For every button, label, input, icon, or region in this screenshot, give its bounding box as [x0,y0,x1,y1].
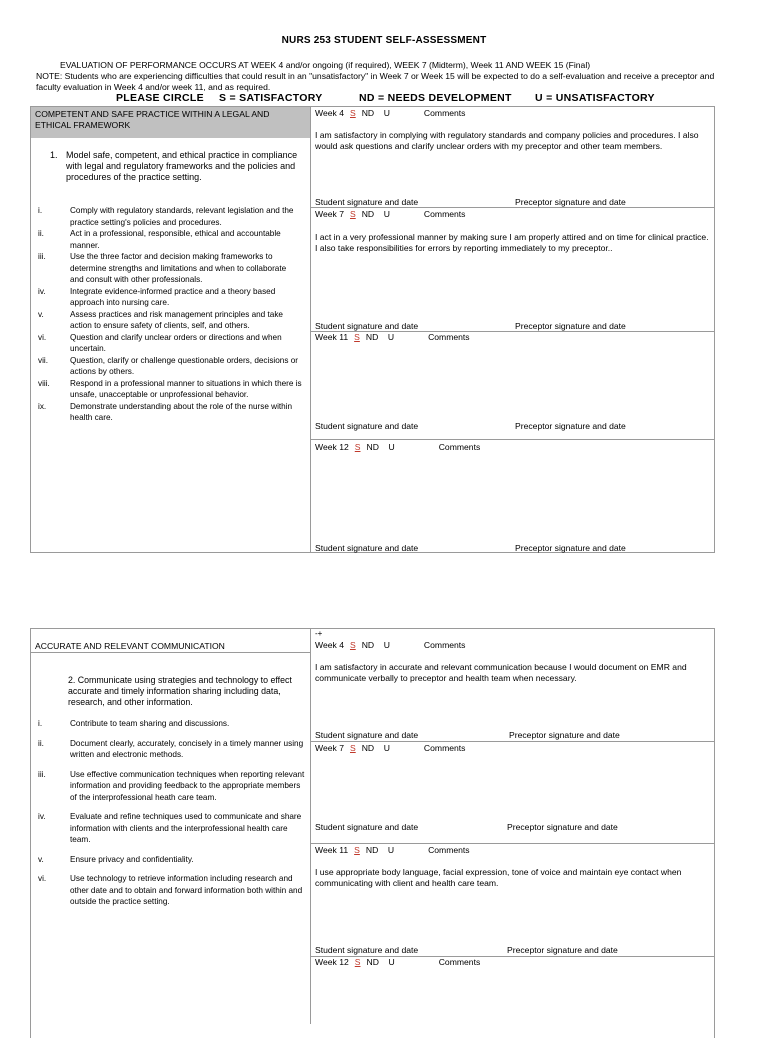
comments-label: Comments [423,108,466,118]
list-item: v. Assess practices and risk management principles and take action to ensure safety of clients, self, and others. [38,309,283,330]
rating-u[interactable]: U [388,442,395,452]
section2-week11-comment[interactable]: I use appropriate body language, facial expression, tone of voice and maintain eye contact when communicating with client and health care team. [315,867,682,888]
comments-label: Comments [438,957,481,967]
rating-s[interactable]: S [354,442,361,452]
student-signature-label: Student signature and date [315,197,419,207]
student-signature-label: Student signature and date [315,543,419,553]
evaluation-schedule: EVALUATION OF PERFORMANCE OCCURS AT WEEK 4 and/or ongoing (if required), WEEK 7 (Midterm), Week 11 AND WEEK 15 (Final) [60,60,591,70]
section1-week7-rating: Week 7 S ND U Comments [315,209,466,219]
rating-s[interactable]: S [349,209,356,219]
scale-satisfactory: S = SATISFACTORY [219,92,323,104]
list-item: i. Comply with regulatory standards, relevant legislation and the practice setting's policies and procedures. [38,206,294,227]
comments-label: Comments [423,743,466,753]
section1-competency-text: Model safe, competent, and ethical practice in compliance with legal and regulatory frameworks and the policies and procedures of the practice setting. [66,150,298,182]
comments-label: Comments [428,332,470,342]
list-item: ix. Demonstrate understanding about the role of the nurse within health care. [38,401,293,422]
preceptor-signature-label: Preceptor signature and date [515,421,626,431]
rating-u[interactable]: U [383,743,390,753]
preceptor-signature-label: Preceptor signature and date [507,822,618,832]
rating-s[interactable]: S [349,108,356,118]
section2-row-divider [310,741,715,742]
preceptor-signature-label: Preceptor signature and date [515,197,626,207]
section1-week7-comment[interactable]: I act in a very professional manner by making sure I am properly attired and on time for clinical practice. I also take responsibilities for errors by reporting immediately to my preceptor.. [315,232,709,253]
rating-u[interactable]: U [383,108,390,118]
rating-nd[interactable]: ND [365,332,379,342]
preceptor-signature-label: Preceptor signature and date [507,945,618,955]
list-item: ii. Act in a professional, responsible, ethical and accountable manner. [38,229,281,250]
preceptor-signature-label: Preceptor signature and date [515,321,626,331]
rating-u[interactable]: U [387,332,395,342]
section1-week4-rating: Week 4 S ND U Comments [315,108,466,118]
comments-label: Comments [423,209,466,219]
section2-divider [310,628,311,1024]
section1-week11-rating: Week 11 S ND U Comments [315,332,470,342]
list-item: vi. Use technology to retrieve information including research and other date and to obtain and forward information both within and outside the practice setting. [38,874,303,906]
rating-s[interactable]: S [354,845,360,855]
section2-item-list [38,718,306,908]
list-item: ii. Document clearly, accurately, concisely in a timely manner using written and electronic methods. [38,738,304,759]
student-signature-label: Student signature and date [315,421,419,431]
list-item: iv. Evaluate and refine techniques used to communicate and share information with clients and the interprofessional health care team. [38,812,302,844]
student-signature-label: Student signature and date [315,822,419,832]
rating-u[interactable]: U [388,957,395,967]
section2-week11-rating: Week 11 S ND U Comments [315,845,470,855]
section1-week4-comment[interactable]: I am satisfactory in complying with regulatory standards and company policies and procedures. I also would ask questions and clarify unclear orders with my preceptor and other team members. [315,130,699,151]
section2-week4-rating: Week 4 S ND U Comments [315,640,466,650]
rating-u[interactable]: U [383,209,390,219]
scale-needs-development: ND = NEEDS DEVELOPMENT [359,92,512,104]
list-item: v. Ensure privacy and confidentiality. [38,854,194,864]
rating-nd[interactable]: ND [361,743,375,753]
rating-nd[interactable]: ND [366,442,379,452]
section2-row-divider [310,843,715,844]
section1-divider [310,106,311,553]
section1-week12-rating: Week 12 S ND U Comments [315,442,481,452]
rating-s[interactable]: S [349,743,356,753]
rating-s[interactable]: S [354,332,360,342]
preceptor-signature-label: Preceptor signature and date [515,543,626,553]
section2-competency: 2. Communicate using strategies and technology to effect accurate and timely information sharing including data, research, and other information. [68,675,292,707]
rating-nd[interactable]: ND [361,209,375,219]
section2-week7-rating: Week 7 S ND U Comments [315,743,466,753]
student-signature-label: Student signature and date [315,321,419,331]
rating-u[interactable]: U [387,845,395,855]
rating-u[interactable]: U [383,640,390,650]
section2-week4-comment[interactable]: I am satisfactory in accurate and relevant communication because I would document on EMR and communicate verbally to preceptor and health team when necessary. [315,662,687,683]
rating-nd[interactable]: ND [361,640,375,650]
scale-unsatisfactory: U = UNSATISFACTORY [535,92,655,104]
section1-competency [50,150,300,183]
rating-s[interactable]: S [354,957,361,967]
list-item: vii. Question, clarify or challenge questionable orders, decisions or actions by others. [38,355,299,376]
student-signature-label: Student signature and date [315,945,419,955]
list-item: iii. Use the three factor and decision making frameworks to determine strengths and limitations and when to collaborate and consult with other professionals. [38,252,287,284]
section1-competency-number: 1. [50,150,58,160]
list-item: i. Contribute to team sharing and discussions. [38,719,230,728]
section2-heading: ACCURATE AND RELEVANT COMMUNICATION [35,641,225,651]
student-signature-label: Student signature and date [315,730,419,740]
list-item: iii. Use effective communication techniques when reporting relevant information and providing feedback to the appropriate members of the interprofessional heath care team. [38,769,305,802]
note-text: NOTE: Students who are experiencing difficulties that could result in an "unsatisfactory" in Week 7 or Week 15 will be expected to do a self-evaluation and receive a preceptor and faculty evaluation in Week 4 and/or week 11, and as required. [36,71,715,92]
section2-week12-rating: Week 12 S ND U Comments [315,957,481,967]
section1-row-divider [310,207,715,208]
list-item: viii. Respond in a professional manner to situations in which there is unsafe, unacceptable or unprofessional behavior. [38,378,302,399]
comments-label: Comments [428,845,470,855]
rating-nd[interactable]: ND [366,957,379,967]
preceptor-signature-label: Preceptor signature and date [509,730,620,740]
section1-row-divider [310,439,715,440]
rating-nd[interactable]: ND [365,845,379,855]
section1-heading: COMPETENT AND SAFE PRACTICE WITHIN A LEGAL AND ETHICAL FRAMEWORK [31,107,310,138]
rating-s[interactable]: S [349,640,356,650]
rating-nd[interactable]: ND [361,108,375,118]
page-title: NURS 253 STUDENT SELF-ASSESSMENT [281,35,487,46]
comments-label: Comments [423,640,466,650]
section1-item-list [38,205,302,424]
list-item: vi. Question and clarify unclear orders or directions and when uncertain. [38,332,282,353]
circle-prompt: PLEASE CIRCLE [116,92,204,104]
list-item: iv. Integrate evidence-informed practice and a theory based approach into nursing care. [38,286,276,307]
section2-top-mark: -+ [315,629,323,638]
comments-label: Comments [438,442,481,452]
